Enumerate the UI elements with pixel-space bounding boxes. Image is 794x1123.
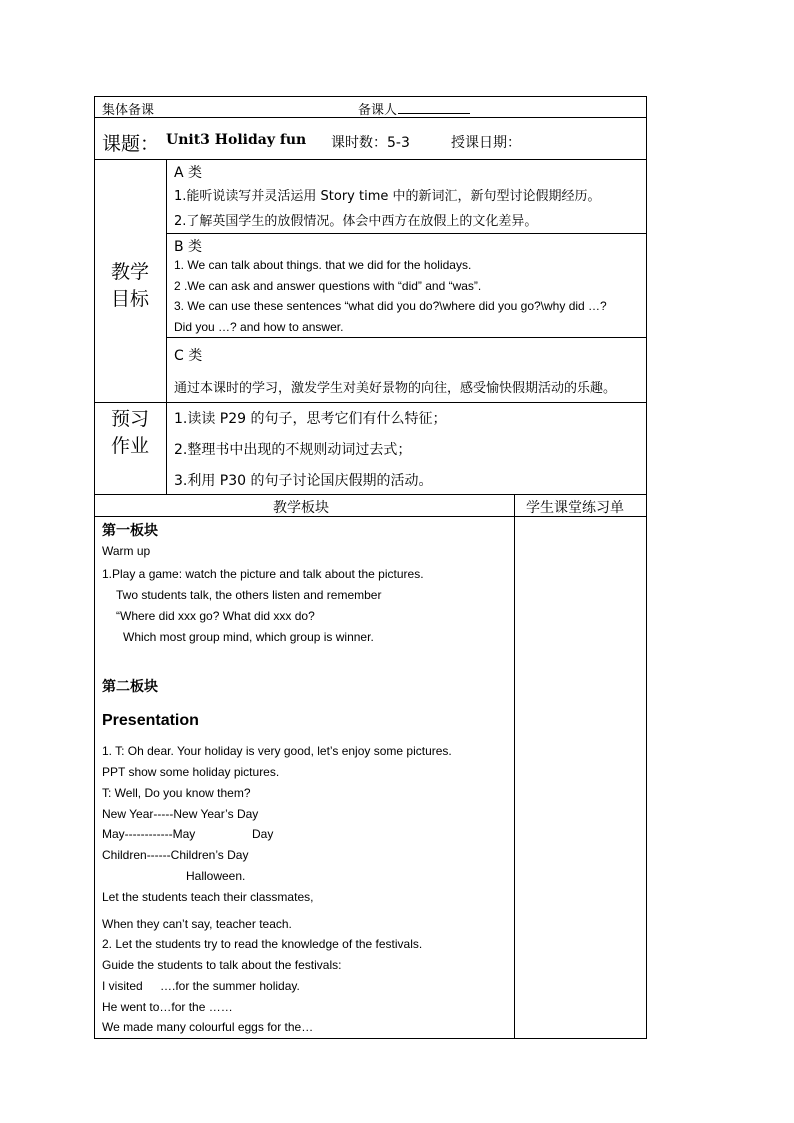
block1-line: Which most group mind, which group is winner. xyxy=(123,630,374,644)
goals-label-line2: 目标 xyxy=(111,288,150,310)
block2-line: New Year-----New Year’s Day xyxy=(102,807,259,821)
block2-line: When they can’t say, teacher teach. xyxy=(102,917,292,931)
topic-title: Unit3 Holiday fun xyxy=(166,132,307,148)
goal-b-line: 2 .We can ask and answer questions with “did” and “was”. xyxy=(174,279,482,293)
block2-line: Children------Children’s Day xyxy=(102,848,249,862)
teaching-blocks-header: 教学板块 xyxy=(273,500,329,516)
block2-line: ….for the summer holiday. xyxy=(160,979,300,993)
goal-a-heading: A 类 xyxy=(174,165,203,181)
block2-line: PPT show some holiday pictures. xyxy=(102,765,280,779)
block2-line: Halloween. xyxy=(186,869,246,883)
block2-line: May------------May xyxy=(102,827,196,841)
block2-line: We made many colourful eggs for the… xyxy=(102,1020,314,1034)
row-divider xyxy=(94,494,647,495)
homework-item: 2.整理书中出现的不规则动词过去式； xyxy=(174,442,412,458)
goal-b-line: 3. We can use these sentences “what did you do?\where did you go?\why did …? xyxy=(174,299,607,313)
block2-line: 2. Let the students try to read the knowledge of the festivals. xyxy=(102,937,423,951)
lesson-date-label: 授课日期： xyxy=(451,135,521,151)
goal-c-line: 通过本课时的学习，激发学生对美好景物的向往，感受愉快假期活动的乐趣。 xyxy=(174,381,617,396)
goal-b-heading: B 类 xyxy=(174,239,203,255)
period-count: 课时数：5-3 xyxy=(331,135,410,151)
block1-line: “Where did xxx go? What did xxx do? xyxy=(116,609,315,623)
row-divider xyxy=(166,337,647,338)
block2-title: 第二板块 xyxy=(102,679,158,695)
block1-line: Two students talk, the others listen and remember xyxy=(116,588,382,602)
block1-title: 第一板块 xyxy=(102,523,158,539)
block2-line: I visited xyxy=(102,979,143,993)
column-divider xyxy=(514,494,515,1039)
block2-line: Guide the students to talk about the festivals: xyxy=(102,958,342,972)
homework-item: 3.利用 P30 的句子讨论国庆假期的活动。 xyxy=(174,473,433,489)
row-divider xyxy=(166,233,647,234)
goal-a-line: 1.能听说读写并灵活运用 Story time 中的新词汇，新句型讨论假期经历。 xyxy=(174,189,601,204)
block2-line: Day xyxy=(252,827,274,841)
homework-label-line2: 作业 xyxy=(111,435,150,457)
goal-a-line: 2.了解英国学生的放假情况。体会中西方在放假上的文化差异。 xyxy=(174,214,538,229)
preparer-label: 备课人 xyxy=(358,103,398,118)
column-divider xyxy=(166,159,167,494)
block2-line: Let the students teach their classmates, xyxy=(102,890,314,904)
block1-subtitle: Warm up xyxy=(102,544,151,558)
preparer-blank xyxy=(398,101,470,114)
row-divider xyxy=(94,159,647,160)
block2-line: 1. T: Oh dear. Your holiday is very good, let’s enjoy some pictures. xyxy=(102,744,452,758)
block1-line: 1.Play a game: watch the picture and talk about the pictures. xyxy=(102,567,424,581)
block2-subtitle: Presentation xyxy=(102,712,199,729)
homework-label-line1: 预习 xyxy=(111,408,150,430)
row-divider xyxy=(94,402,647,403)
goal-b-line: Did you …? and how to answer. xyxy=(174,320,344,334)
homework-item: 1.读读 P29 的句子，思考它们有什么特征； xyxy=(174,411,447,427)
block2-line: T: Well, Do you know them? xyxy=(102,786,251,800)
goals-label-line1: 教学 xyxy=(111,261,150,283)
topic-label: 课题： xyxy=(102,133,160,155)
goal-c-heading: C 类 xyxy=(174,348,203,364)
block2-line: He went to…for the …… xyxy=(102,1000,233,1014)
header-collective-prep: 集体备课 xyxy=(102,103,155,118)
goal-b-line: 1. We can talk about things. that we did for the holidays. xyxy=(174,258,472,272)
header-preparer xyxy=(358,99,470,118)
student-worksheet-header: 学生课堂练习单 xyxy=(526,500,624,516)
